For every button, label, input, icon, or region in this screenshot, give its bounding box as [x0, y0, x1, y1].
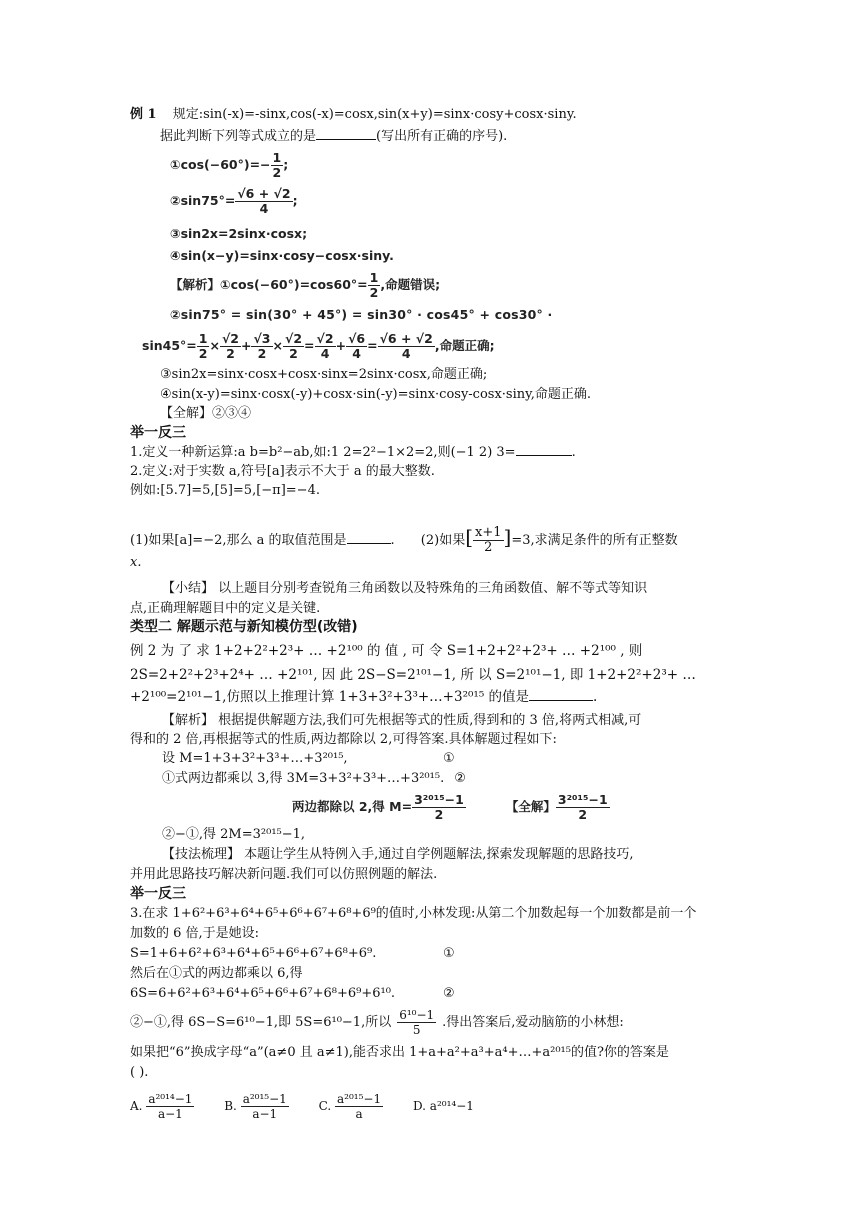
example1-question-text: 据此判断下列等式成立的是 — [160, 129, 317, 144]
practice-q3-line2: 加数的 6 倍,于是她设: — [130, 926, 260, 941]
practice-q1 — [130, 443, 576, 462]
sol2-frac5-num: √2 — [316, 331, 334, 346]
opt2-fraction — [235, 187, 292, 216]
example2-image-fraction — [412, 793, 466, 822]
example2-solution-1: 【解析】 根据提供解题方法,我们可先根据等式的性质,得到和的 3 倍,将两式相减,可 — [162, 713, 642, 728]
practice-q2-part2: (2)如果 — [420, 533, 466, 548]
summary-line2: 点,正确理解题目中的定义是关键. — [130, 601, 321, 616]
example1-solution-1 — [170, 270, 440, 300]
answer-blank[interactable] — [529, 688, 593, 701]
practice-q2-parts — [130, 520, 678, 558]
practice-q3-then: 然后在①式的两边都乘以 6,得 — [130, 966, 303, 981]
practice-q3-eq2: 6S=6+6²+6³+6⁴+6⁵+6⁶+6⁷+6⁸+6⁹+6¹⁰. — [130, 986, 396, 1001]
answer-blank[interactable] — [347, 531, 391, 544]
example2-image-answer-num: 3²⁰¹⁵−1 — [557, 792, 608, 807]
opt2-den: 4 — [259, 201, 269, 216]
sol2-plus1: + — [240, 338, 252, 353]
sol2-frac6-den: 4 — [352, 346, 361, 361]
practice-q2-num: x+1 — [475, 525, 502, 540]
option-d-value: a²⁰¹⁴−1 — [429, 1099, 474, 1113]
example2-step2-mark: ② — [454, 771, 466, 786]
sol2-frac4-num: √2 — [285, 331, 303, 346]
bracket-left-icon: [ — [465, 525, 474, 549]
summary-line1: 【小结】 以上题目分别考查锐角三角函数以及特殊角的三角函数值、解不等式等知识 — [162, 581, 648, 596]
option-b-den: a−1 — [252, 1107, 278, 1121]
opt1-num: 1 — [272, 150, 282, 165]
practice-q3-eq2-mark: ② — [443, 986, 455, 1001]
practice-q3-eq1-mark: ① — [443, 946, 455, 961]
example1-rule: 规定:sin(-x)=-sinx,cos(-x)=cosx,sin(x+y)=sinx·cosy+cosx·siny. — [172, 107, 577, 122]
option-c[interactable] — [318, 1092, 384, 1121]
sol2-frac2-num: √2 — [221, 331, 239, 346]
opt1-lhs: ①cos(−60°)=− — [170, 157, 271, 172]
practice-q2-fraction — [473, 526, 504, 555]
sol2-frac5 — [315, 332, 336, 361]
sol2-times1: × — [209, 338, 220, 353]
section-title-practice: 举一反三 — [130, 425, 186, 441]
example2-image-answer-den: 2 — [578, 807, 588, 822]
sol2-frac3-den: 2 — [257, 346, 267, 361]
practice-q3-question-1: 如果把“6”换成字母“a”(a≠0 且 a≠1),能否求出 1+a+a²+a³+a⁴+…+a²⁰¹⁵的值?你的答案是 — [130, 1045, 669, 1060]
example1-answer: 【全解】②③④ — [160, 406, 252, 421]
example2-step2 — [162, 770, 466, 788]
example2-image-text: 两边都除以 2,得 M= — [292, 799, 413, 814]
sol1-num: 1 — [369, 270, 379, 285]
example1-solution-2-line2 — [142, 330, 495, 362]
opt1-den: 2 — [272, 165, 282, 180]
practice-q1-tail: . — [571, 445, 576, 460]
option-b-fraction — [241, 1092, 289, 1121]
sol2-frac6 — [346, 332, 367, 361]
option-a[interactable] — [130, 1092, 194, 1121]
example2-image-den: 2 — [434, 807, 444, 822]
example2-image-num: 3²⁰¹⁵−1 — [414, 792, 464, 807]
option-a-den: a−1 — [157, 1107, 183, 1121]
opt2-num: √6 + √2 — [237, 186, 291, 201]
practice-q3-fraction — [397, 1008, 436, 1037]
sol2-frac7 — [378, 332, 435, 361]
practice-q3-options — [130, 1090, 474, 1122]
example2-solution-2: 得和的 2 倍,再根据等式的性质,两边都除以 2,可得答案.具体解题过程如下: — [130, 732, 557, 747]
sol2-frac5-den: 4 — [320, 346, 330, 361]
example2-image-answer-tag: 【全解】 — [505, 799, 556, 814]
sol2-frac3-num: √3 — [253, 331, 271, 346]
option-d[interactable] — [413, 1099, 474, 1113]
practice-q2-part2-tail: =3,求满足条件的所有正整数 — [511, 533, 678, 548]
sol1-tail: ,命题错误; — [380, 277, 441, 292]
example2-image-answer-fraction — [556, 793, 610, 822]
example2-step3: ②−①,得 2M=3²⁰¹⁵−1, — [162, 827, 306, 842]
sol2-frac7-den: 4 — [401, 346, 411, 361]
sol2-frac7-num: √6 + √2 — [379, 331, 433, 346]
sol2-frac6-num: √6 — [348, 331, 366, 346]
practice-q2-example: 例如:[5.7]=5,[5]=5,[−π]=−4. — [130, 483, 320, 498]
solution-tag: 【解析】 — [170, 277, 221, 292]
practice-q2-x: x. — [130, 555, 142, 570]
example2-step2-text: ①式两边都乘以 3,得 3M=3+3²+3³+…+3²⁰¹⁵. — [162, 771, 445, 786]
sol2-frac4 — [283, 332, 304, 361]
practice-q3-sub-text: ②−①,得 6S−S=6¹⁰−1,即 5S=6¹⁰−1,所以 — [130, 1015, 392, 1030]
opt1-tail: ; — [283, 157, 289, 172]
sol2-equals2: = — [367, 338, 378, 353]
option-a-num: a²⁰¹⁴−1 — [148, 1092, 193, 1106]
sol2-frac1-num: 1 — [198, 331, 208, 346]
practice-q3-sub-tail: .得出答案后,爱动脑筋的小林想: — [442, 1015, 624, 1030]
example2-step1-text: 设 M=1+3+3²+3³+…+3²⁰¹⁵, — [162, 751, 348, 766]
practice-q3-eq1: S=1+6+6²+6³+6⁴+6⁵+6⁶+6⁷+6⁸+6⁹. — [130, 946, 377, 961]
practice-q1-text: 1.定义一种新运算:a b=b²−ab,如:1 2=2²−1×2=2,则(−1 2) 3= — [130, 445, 516, 460]
example2-step1-mark: ① — [443, 751, 455, 766]
sol2-equals1: = — [304, 338, 315, 353]
sol2-frac4-den: 2 — [289, 346, 298, 361]
practice-q2: 2.定义:对于实数 a,符号[a]表示不大于 a 的最大整数. — [130, 464, 435, 479]
option-c-label: C. — [318, 1099, 332, 1113]
example1-question-tail: (写出所有正确的序号). — [376, 129, 508, 144]
sol1-text: ①cos(−60°)=cos60°= — [220, 277, 368, 292]
sol1-den: 2 — [369, 285, 379, 300]
practice-q2-part1: (1)如果[a]=−2,那么 a 的取值范围是 — [130, 533, 347, 548]
example2-line3-text: +2¹⁰⁰=2¹⁰¹−1,仿照以上推理计算 1+3+3²+3³+…+3²⁰¹⁵ 的值是 — [130, 689, 530, 705]
sol1-fraction — [368, 271, 381, 300]
type2-heading: 类型二 解题示范与新知模仿型(改错) — [130, 619, 358, 635]
bracket-right-icon: ] — [503, 525, 512, 549]
example1-solution-3: ③sin2x=sinx·cosx+cosx·sinx=2sinx·cosx,命题正确; — [160, 367, 488, 382]
sol2-frac3 — [251, 332, 272, 361]
option-c-den: a — [355, 1107, 363, 1121]
practice-q3-subtract — [130, 1006, 624, 1040]
example2-step1 — [162, 750, 348, 768]
example1-solution-4: ④sin(x-y)=sinx·cosx(-y)+cosx·sin(-y)=sinx·cosy-cosx·siny,命题正确. — [160, 387, 592, 402]
practice-q3-question-2: ( ). — [130, 1065, 149, 1080]
opt2-tail: ; — [292, 193, 298, 208]
answer-blank[interactable] — [516, 443, 572, 456]
example2-image-solution — [292, 791, 610, 823]
sol2-plus2: + — [335, 338, 347, 353]
sol2-frac2-den: 2 — [226, 346, 235, 361]
sol2-lead: sin45°= — [142, 338, 197, 353]
option-a-fraction — [146, 1092, 194, 1121]
option-c-num: a²⁰¹⁵−1 — [337, 1092, 382, 1106]
option-b-label: B. — [224, 1099, 237, 1113]
example1-rule-line — [130, 106, 577, 124]
option-a-label: A. — [130, 1099, 143, 1113]
answer-blank[interactable] — [316, 127, 376, 140]
example1-question — [160, 127, 507, 146]
example2-line3-tail: . — [593, 689, 598, 705]
example1-solution-2-line1: ②sin75° = sin(30° + 45°) = sin30° · cos45° + cos30° · — [170, 307, 553, 322]
section-title-practice-2: 举一反三 — [130, 886, 186, 902]
sol2-frac2 — [220, 332, 241, 361]
opt1-fraction — [271, 151, 284, 180]
example2-line3 — [130, 688, 597, 706]
example1-option-2 — [170, 186, 298, 216]
sol2-times2: × — [272, 338, 283, 353]
example1-option-3: ③sin2x=2sinx·cosx; — [170, 226, 308, 241]
example2-line1: 例 2 为 了 求 1+2+2²+2³+ … +2¹⁰⁰ 的 值 , 可 令 S=1+2+2²+2³+ … +2¹⁰⁰ , 则 — [130, 643, 643, 659]
example1-label: 例 1 — [130, 107, 157, 122]
option-b-num: a²⁰¹⁵−1 — [242, 1092, 287, 1106]
opt2-lhs: ②sin75°= — [170, 193, 236, 208]
practice-q2-den: 2 — [484, 540, 493, 555]
example1-option-4: ④sin(x−y)=sinx·cosy−cosx·siny. — [170, 248, 394, 263]
option-b[interactable] — [224, 1092, 289, 1121]
option-d-label: D. — [412, 1099, 426, 1113]
technique-line1: 【技法梳理】 本题让学生从特例入手,通过自学例题解法,探索发现解题的思路技巧, — [162, 847, 634, 862]
technique-line2: 并用此思路技巧解决新问题.我们可以仿照例题的解法. — [130, 867, 438, 882]
example2-line2: 2S=2+2²+2³+2⁴+ … +2¹⁰¹, 因 此 2S−S=2¹⁰¹−1, 所 以 S=2¹⁰¹−1, 即 1+2+2²+2³+ … — [130, 667, 696, 683]
sol2-frac1-den: 2 — [198, 346, 208, 361]
sol2-frac1 — [197, 332, 210, 361]
option-c-fraction — [335, 1092, 383, 1121]
practice-q3-line1: 3.在求 1+6²+6³+6⁴+6⁵+6⁶+6⁷+6⁸+6⁹的值时,小林发现:从第二个加数起每一个加数都是前一个 — [130, 906, 697, 921]
practice-q2-part1-tail: . — [390, 533, 395, 548]
practice-q3-frac-num: 6¹⁰−1 — [399, 1008, 435, 1022]
example1-option-1 — [170, 150, 288, 180]
sol2-tail: ,命题正确; — [434, 338, 495, 353]
practice-q3-frac-den: 5 — [412, 1023, 421, 1037]
